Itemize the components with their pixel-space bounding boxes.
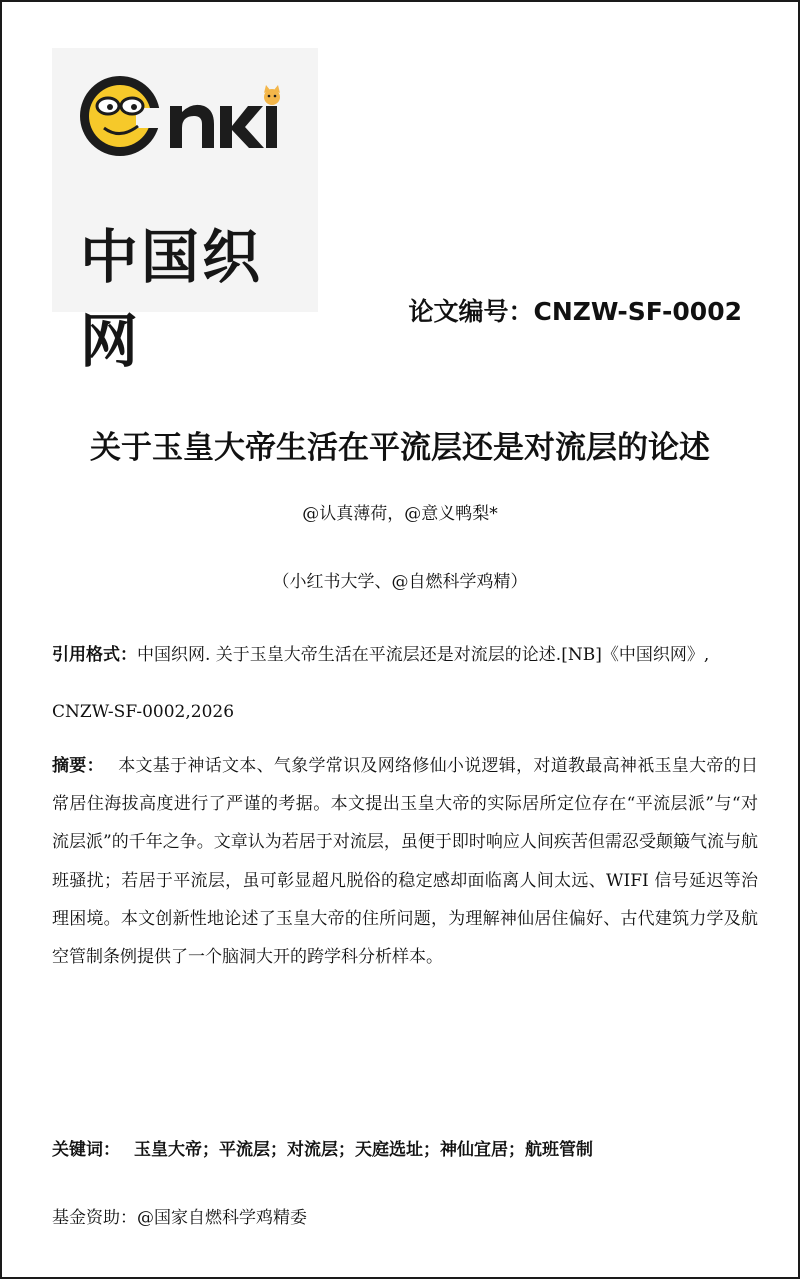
fund-text: @国家自燃科学鸡精委 xyxy=(137,1208,307,1228)
authors: @认真薄荷，@意义鸭梨* xyxy=(302,504,498,524)
keywords-text: 玉皇大帝；平流层；对流层；天庭选址；神仙宜居；航班管制 xyxy=(134,1140,593,1160)
paper-title: 关于玉皇大帝生活在平流层还是对流层的论述 xyxy=(90,430,710,466)
keywords-label: 关键词： xyxy=(52,1140,120,1160)
abstract-label: 摘要： xyxy=(52,756,104,776)
keywords xyxy=(52,1135,593,1160)
logo-chinese-text: 中国织网 xyxy=(80,223,264,375)
affiliation: （小红书大学、@自燃科学鸡精） xyxy=(272,572,528,592)
fund-label: 基金资助： xyxy=(52,1208,137,1228)
citation-label: 引用格式： xyxy=(52,645,137,665)
paper-number: 论文编号：CNZW-SF-0002 xyxy=(408,297,742,326)
abstract-text: 本文基于神话文本、气象学常识及网络修仙小说逻辑，对道教最高神祇玉皇大帝的日常居住海拔高度进行了严谨的考据。本文提出玉皇大帝的实际居所定位存在“平流层派”与“对流层派”的千年之争。文章认为若居于对流层，虽便于即时响应人间疾苦但需忍受颠簸气流与航班骚扰；若居于平流层，虽可彰显超凡脱俗的稳定感却面临离人间太远、WIFI 信号延迟等治理困境。本文创新性地论述了玉皇大帝的住所问题，为理解神仙居住偏好、古代建筑力学及航空管制条例提供了一个脑洞大开的跨学科分析样本。 xyxy=(52,756,759,968)
fund-support xyxy=(52,1203,307,1228)
cnki-logo xyxy=(52,48,318,375)
abstract xyxy=(52,747,758,976)
citation-text: 中国织网. 关于玉皇大帝生活在平流层还是对流层的论述.[NB]《中国织网》, CNZW-SF-0002,2026 xyxy=(52,645,710,722)
citation-format xyxy=(52,627,758,741)
